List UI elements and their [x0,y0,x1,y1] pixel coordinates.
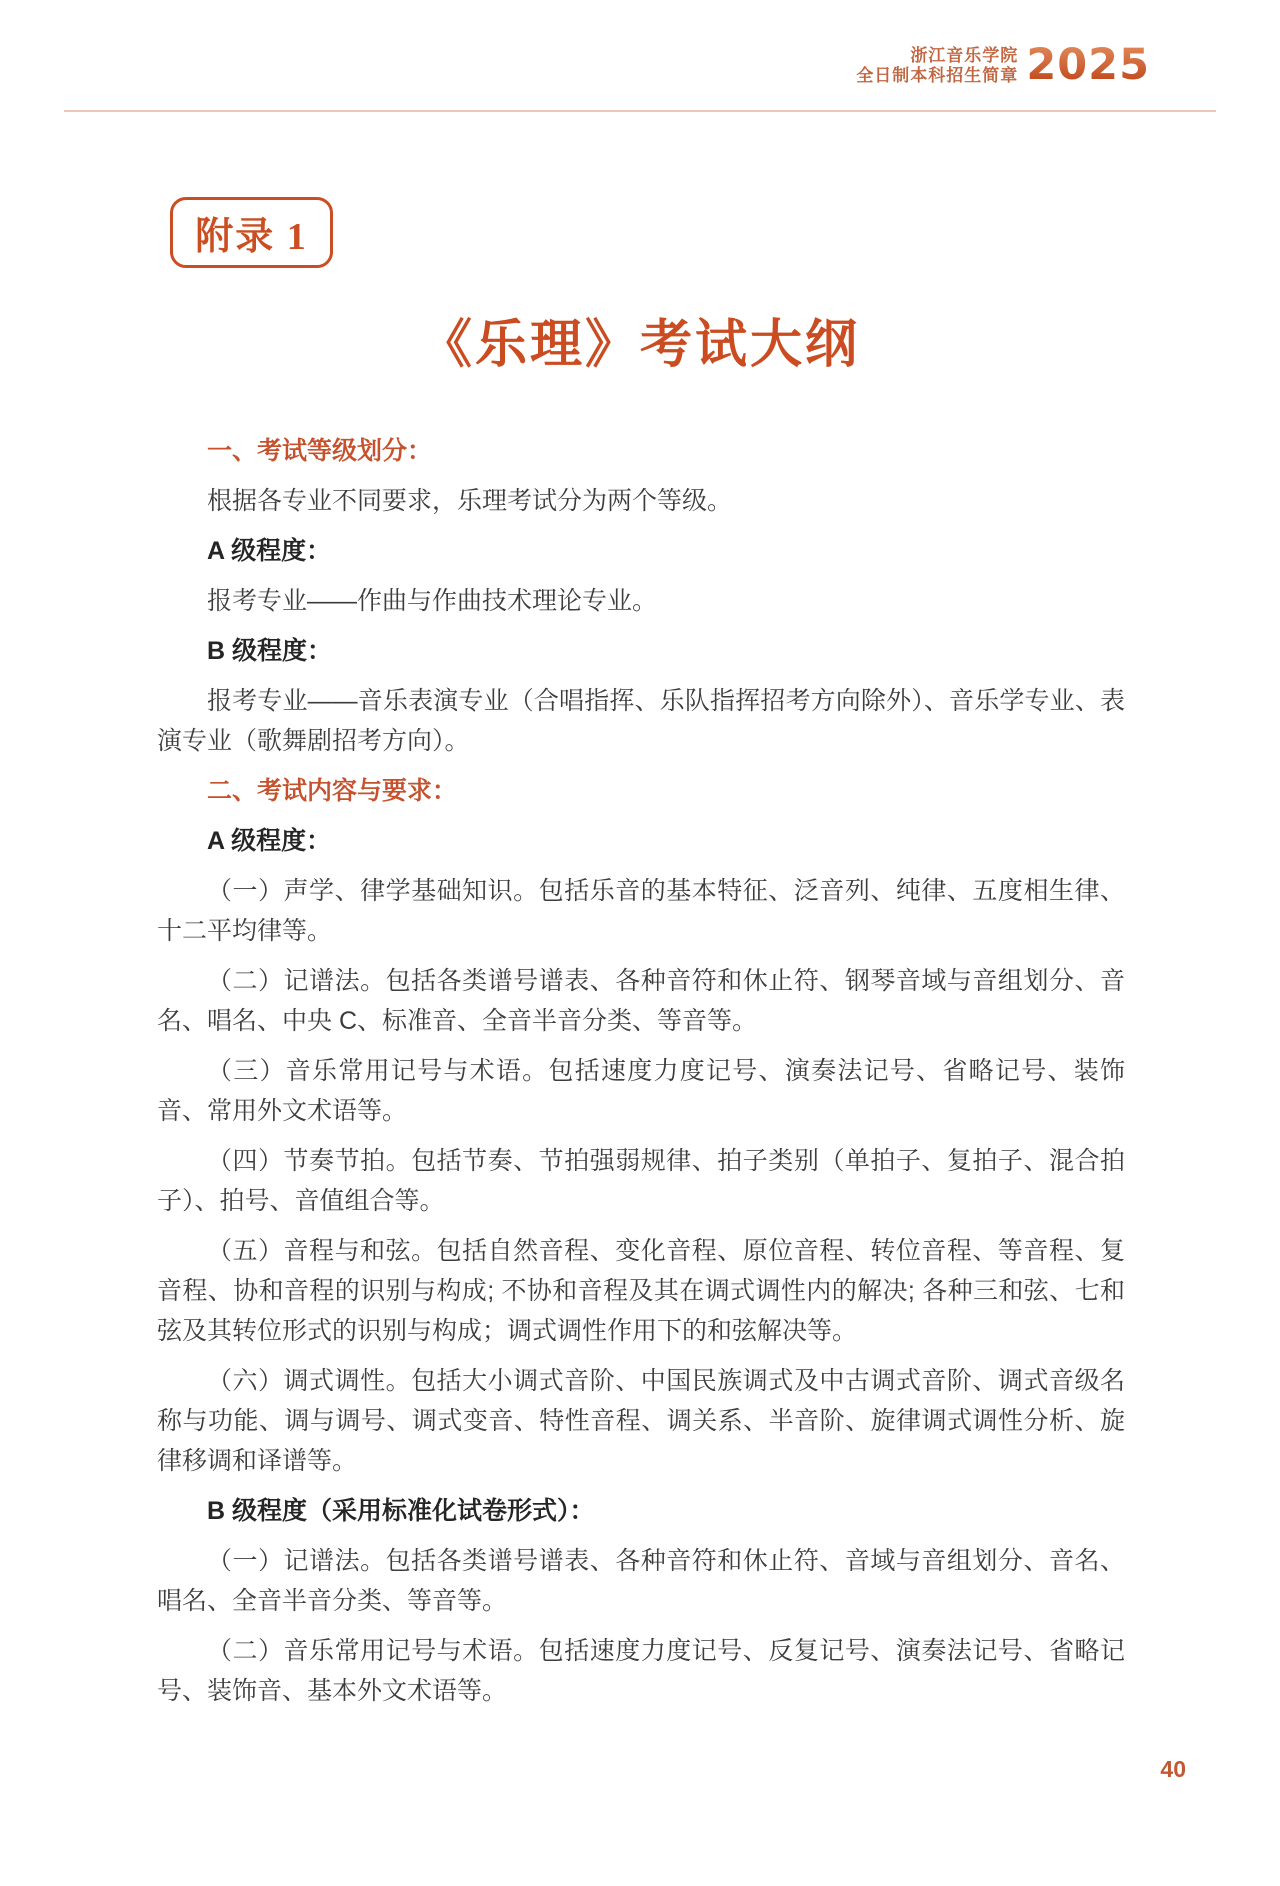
body-paragraph: （六）调式调性。包括大小调式音阶、中国民族调式及中古调式音阶、调式音级名称与功能、调与调号、调式变音、特性音程、调关系、半音阶、旋律调式调性分析、旋律移调和译谱等。 [157,1367,1125,1475]
body-paragraph: （五）音程与和弦。包括自然音程、变化音程、原位音程、转位音程、等音程、复音程、协和音程的识别与构成; 不协和音程及其在调式调性内的解决; 各种三和弦、七和弦及其转位形式的识别与构成；调式调性作用下的和弦解决等。 [157,1237,1125,1345]
year-label: 2025 [1026,40,1150,90]
page-header [856,40,1150,90]
org-name-block [856,46,1018,86]
body-paragraph: （二）记谱法。包括各类谱号谱表、各种音符和休止符、钢琴音域与音组划分、音名、唱名、中央 C、标准音、全音半音分类、等音等。 [157,967,1125,1035]
level-subheading: B 级程度（采用标准化试卷形式）： [207,1497,595,1525]
document-body [157,428,1125,1721]
body-paragraph: 报考专业——作曲与作曲技术理论专业。 [207,587,658,615]
body-paragraph: （四）节奏节拍。包括节奏、节拍强弱规律、拍子类别（单拍子、复拍子、混合拍子）、拍号、音值组合等。 [157,1147,1125,1215]
header-divider [64,110,1216,112]
section-heading: 一、考试等级划分： [207,437,433,465]
level-subheading: A 级程度： [207,537,332,565]
body-paragraph: （一）记谱法。包括各类谱号谱表、各种音符和休止符、音域与音组划分、音名、唱名、全音半音分类、等音等。 [157,1547,1125,1615]
page-number: 40 [1160,1756,1186,1782]
org-name-line2: 全日制本科招生简章 [856,65,1019,85]
body-paragraph: 报考专业——音乐表演专业（合唱指挥、乐队指挥招考方向除外）、音乐学专业、表演专业（歌舞剧招考方向）。 [157,687,1125,755]
page-title: 《乐理》考试大纲 [419,317,860,374]
body-paragraph: 根据各专业不同要求，乐理考试分为两个等级。 [207,487,733,515]
body-paragraph: （一）声学、律学基础知识。包括乐音的基本特征、泛音列、纯律、五度相生律、十二平均律等。 [157,877,1125,945]
level-subheading: A 级程度： [207,827,332,855]
body-paragraph: （三）音乐常用记号与术语。包括速度力度记号、演奏法记号、省略记号、装饰音、常用外文术语等。 [157,1057,1125,1125]
appendix-badge-label: 附录 1 [195,216,308,258]
level-subheading: B 级程度： [207,637,333,665]
org-name-line1: 浙江音乐学院 [910,45,1019,65]
appendix-badge [170,197,333,268]
body-paragraph: （二）音乐常用记号与术语。包括速度力度记号、反复记号、演奏法记号、省略记号、装饰音、基本外文术语等。 [157,1637,1125,1705]
section-heading: 二、考试内容与要求： [207,777,458,805]
